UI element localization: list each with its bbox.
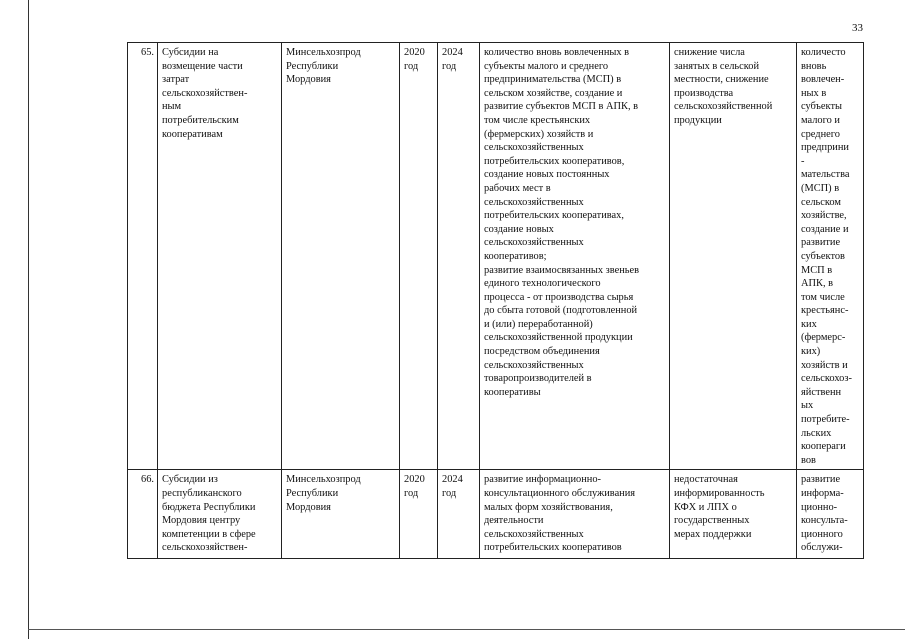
expected-result: развитие информационно- консультационного обслуживания малых форм хозяйствования, деятельности сельскохозяйственных потребительских кооперативов: [480, 470, 670, 559]
end-year: 2024 год: [438, 43, 480, 470]
page-number: 33: [852, 22, 863, 34]
indicator: развитие информа- ционно- консульта- ционного обслужи-: [797, 470, 864, 559]
indicator: количесто вновь вовлечен- ных в субъекты малого и среднего предприни - мательства (МСП) в сельском хозяйстве, создание и развитие субъектов МСП в АПК, в том числе крестьянс- ких (фермерс- ких) хозяйств и сельскохоз- яйственн ых потребите- льских коопераги вов: [797, 43, 864, 470]
expected-result: количество вновь вовлеченных в субъекты малого и среднего предпринимательства (МСП) в сельском хозяйстве, создание и развитие субъектов МСП в АПК, в том числе крестьянских (фермерских) хозяйств и сельскохозяйственных потребительских кооперативов, создание новых постоянных рабочих мест в сельскохозяйственных потребительских кооперативах, создание новых сельскохозяйственных кооперативов; развитие взаимосвязанных звеньев единого технологического процесса - от производства сырья до сбыта готовой (подготовленной и (или) переработанной) сельскохозяйственной продукции посредством объединения сельскохозяйственных товаропроизводителей в кооперативы: [480, 43, 670, 470]
consequences: снижение числа занятых в сельской местности, снижение производства сельскохозяйственной продукции: [670, 43, 797, 470]
table-row: [128, 470, 864, 559]
row-number: 66.: [128, 470, 158, 559]
measures-table: [127, 42, 864, 559]
start-year: 2020 год: [400, 43, 438, 470]
consequences: недостаточная информированность КФХ и ЛПХ о государственных мерах поддержки: [670, 470, 797, 559]
measure-name: Субсидии на возмещение части затрат сельскохозяйствен- ным потребительским кооперативам: [158, 43, 282, 470]
table-row: [128, 43, 864, 470]
measure-name: Субсидии из республиканского бюджета Республики Мордовия центру компетенции в сфере сельскохозяйствен-: [158, 470, 282, 559]
page-left-margin-line: [28, 0, 29, 639]
end-year: 2024 год: [438, 470, 480, 559]
row-number: 65.: [128, 43, 158, 470]
start-year: 2020 год: [400, 470, 438, 559]
page-bottom-edge: [28, 629, 905, 630]
executor: Минсельхозпрод Республики Мордовия: [282, 43, 400, 470]
executor: Минсельхозпрод Республики Мордовия: [282, 470, 400, 559]
